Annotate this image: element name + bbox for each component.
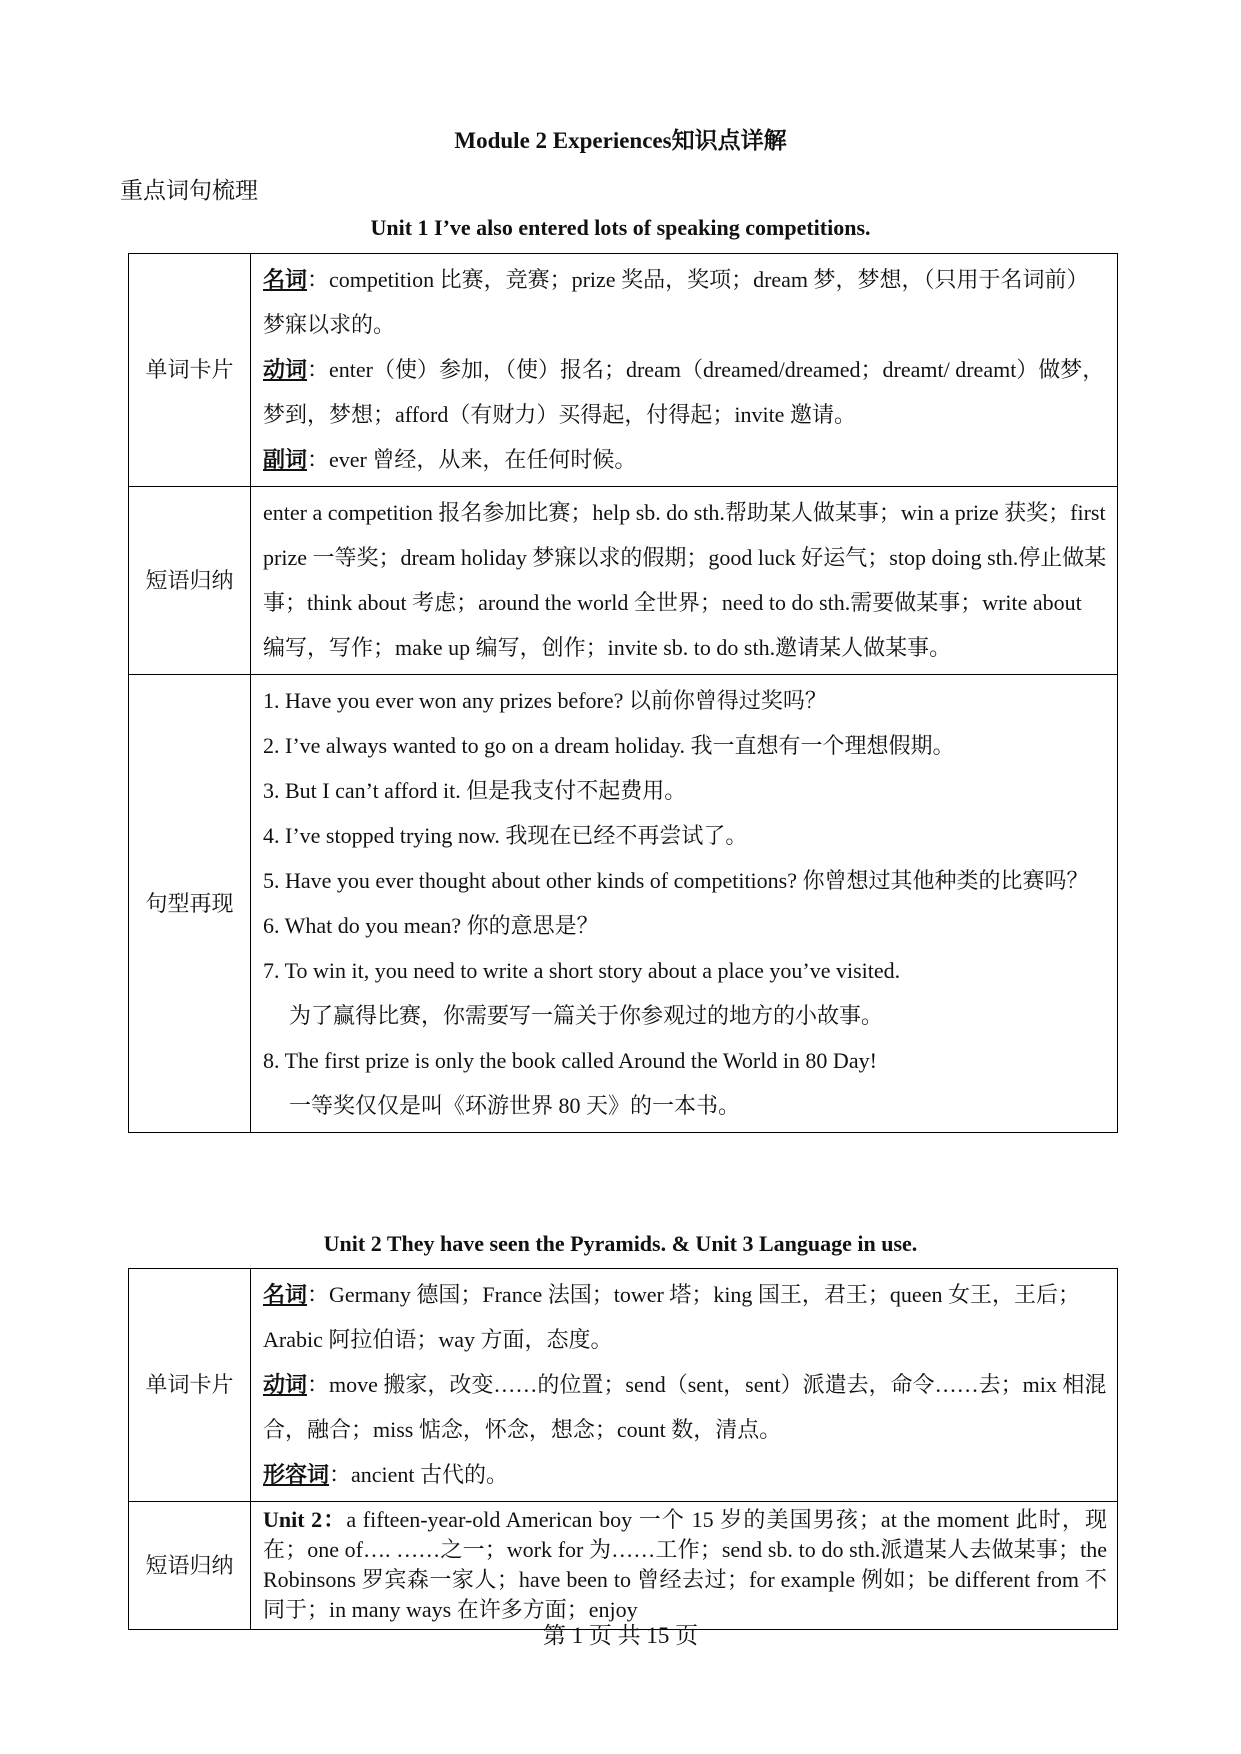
sentence-item: 3. But I can’t afford it. 但是我支付不起费用。 <box>263 778 687 803</box>
sentence-translation: 为了赢得比赛，你需要写一篇关于你参观过的地方的小故事。 <box>289 1003 884 1028</box>
unit2-phrases-text: a fifteen-year-old American boy 一个 15 岁的美国男孩；at the moment 此时，现在；one of…. ……之一；work for 为……工作；send sb. to do sth.派遣某人去做某事；the Robinsons 罗宾森一家人；have been to 曾经去过；for example 例如；be different from 不同于；in many ways 在许多方面；enjoy <box>263 1507 1107 1622</box>
unit2-word-card-row <box>129 1269 1118 1502</box>
unit1-heading: Unit 1 I’ve also entered lots of speaking competitions. <box>370 215 871 240</box>
verb-text: ：enter（使）参加，（使）报名；dream（dreamed/dreamed；dreamt/ dreamt）做梦，梦到，梦想；afford（有财力）买得起，付得起；invite 邀请。 <box>263 357 1105 427</box>
unit2-phrases-label: 短语归纳 <box>129 1502 251 1630</box>
unit2-phrases-content <box>251 1502 1118 1630</box>
unit1-phrases-content: enter a competition 报名参加比赛；help sb. do sth.帮助某人做某事；win a prize 获奖；first prize 一等奖；dream holiday 梦寐以求的假期；good luck 好运气；stop doing sth.停止做某事；think about 考虑；around the world 全世界；need to do sth.需要做某事；write about 编写，写作；make up 编写，创作；invite sb. to do sth.邀请某人做某事。 <box>251 487 1118 675</box>
unit1-sentences-label: 句型再现 <box>129 675 251 1133</box>
unit1-phrases-label: 短语归纳 <box>129 487 251 675</box>
unit1-adverb-entry <box>263 437 1107 482</box>
unit2-word-card-label: 单词卡片 <box>129 1269 251 1502</box>
verb-tag: 动词 <box>263 357 308 382</box>
adverb-tag: 副词 <box>263 447 308 472</box>
section-heading: 重点词句梳理 <box>120 178 258 203</box>
unit1-noun-entry <box>263 257 1107 347</box>
unit1-sentences-content <box>251 675 1118 1133</box>
unit1-table <box>128 253 1118 1133</box>
noun-text: ：competition 比赛，竞赛；prize 奖品，奖项；dream 梦，梦想，（只用于名词前）梦寐以求的。 <box>263 267 1089 337</box>
noun-tag: 名词 <box>263 267 308 292</box>
unit1-verb-entry <box>263 347 1107 437</box>
unit2-heading: Unit 2 They have seen the Pyramids. & Unit 3 Language in use. <box>323 1231 918 1256</box>
sentence-item: 5. Have you ever thought about other kinds of competitions? 你曾想过其他种类的比赛吗？ <box>263 868 1089 893</box>
adverb-text: ：ever 曾经，从来，在任何时候。 <box>307 447 637 472</box>
noun-text: ：Germany 德国；France 法国；tower 塔；king 国王，君王；queen 女王，王后；Arabic 阿拉伯语；way 方面，态度。 <box>263 1282 1080 1352</box>
adjective-text: ：ancient 古代的。 <box>329 1462 509 1487</box>
unit1-sentences-row <box>129 675 1118 1133</box>
sentence-item: 7. To win it, you need to write a short story about a place you’ve visited. <box>263 958 901 983</box>
sentence-item: 1. Have you ever won any prizes before? 以前你曾得过奖吗？ <box>263 688 827 713</box>
unit2-tag: Unit 2： <box>263 1507 347 1532</box>
unit1-word-card-label: 单词卡片 <box>129 254 251 487</box>
page-footer: 第 1 页 共 15 页 <box>542 1623 699 1648</box>
verb-tag: 动词 <box>263 1372 308 1397</box>
sentence-item: 8. The first prize is only the book called Around the World in 80 Day! <box>263 1048 877 1073</box>
sentence-item: 4. I’ve stopped trying now. 我现在已经不再尝试了。 <box>263 823 748 848</box>
unit2-noun-entry <box>263 1272 1107 1362</box>
adjective-tag: 形容词 <box>263 1462 330 1487</box>
verb-text: ：move 搬家，改变……的位置；send（sent，sent）派遣去，命令……去；mix 相混合，融合；miss 惦念，怀念，想念；count 数，清点。 <box>263 1372 1107 1442</box>
page-title: Module 2 Experiences知识点详解 <box>454 128 787 153</box>
sentence-item: 6. What do you mean? 你的意思是？ <box>263 913 599 938</box>
sentence-translation: 一等奖仅仅是叫《环游世界 80 天》的一本书。 <box>289 1093 741 1118</box>
unit2-table <box>128 1268 1118 1630</box>
unit2-phrases-row <box>129 1502 1118 1630</box>
unit1-word-card-row <box>129 254 1118 487</box>
sentence-item: 2. I’ve always wanted to go on a dream holiday. 我一直想有一个理想假期。 <box>263 733 955 758</box>
unit1-word-card-content <box>251 254 1118 487</box>
noun-tag: 名词 <box>263 1282 308 1307</box>
unit2-word-card-content <box>251 1269 1118 1502</box>
unit1-phrases-row <box>129 487 1118 675</box>
unit2-adj-entry <box>263 1452 1107 1497</box>
unit2-verb-entry <box>263 1362 1107 1452</box>
